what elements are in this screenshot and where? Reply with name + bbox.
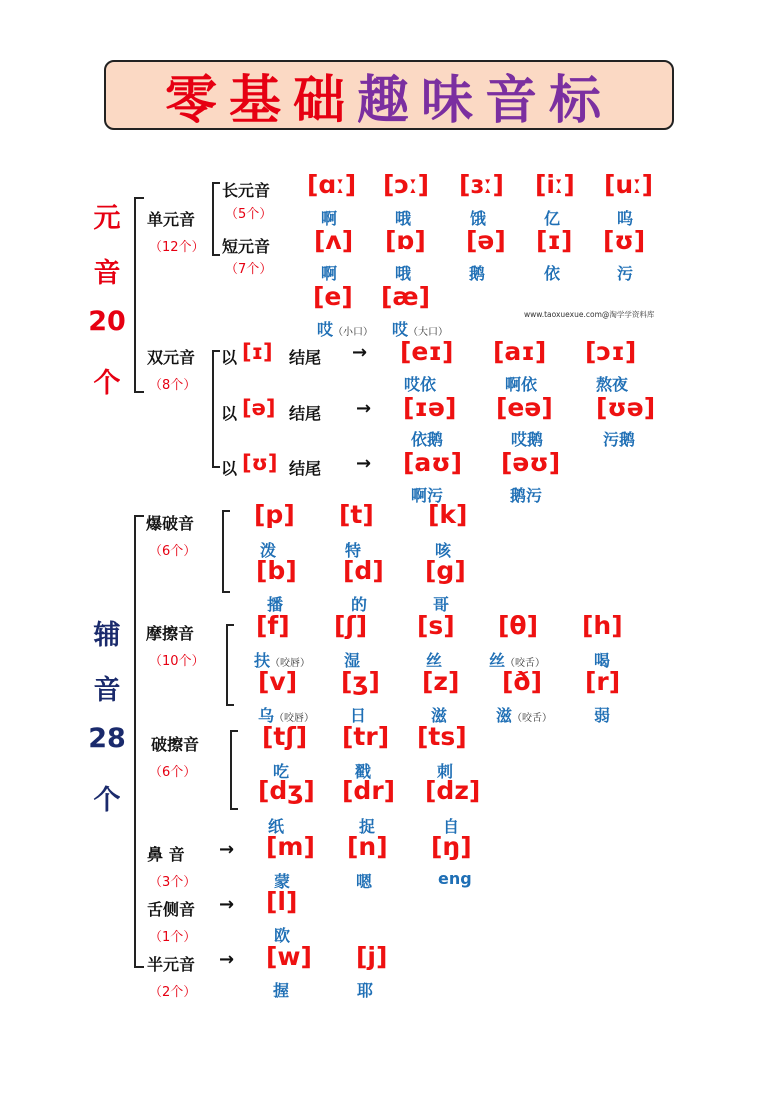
double-vowel-symbol: [aɪ] xyxy=(493,337,547,366)
consonant-label-2: 音 xyxy=(93,675,121,706)
long-vowel-hint: 饿 xyxy=(470,209,487,228)
nasal-label: 鼻 音 xyxy=(147,845,185,864)
nasal-hint: 嗯 xyxy=(356,872,373,891)
double-vowel-group-suffix: 结尾 xyxy=(289,459,322,478)
semivowel-hint: 耶 xyxy=(357,981,374,1000)
double-vowel-symbol: [ʊə] xyxy=(596,393,656,422)
double-vowel-symbol: [eɪ] xyxy=(400,337,454,366)
fricative-symbol: [θ] xyxy=(498,611,539,640)
short-vowel-hint: 啊 xyxy=(321,264,338,283)
hint-char: 哎 xyxy=(317,320,334,339)
double-vowel-symbol: [eə] xyxy=(496,393,553,422)
plosive-hint: 泼 xyxy=(260,541,277,560)
plosive-symbol: [k] xyxy=(428,500,468,529)
affricate-hint: 戳 xyxy=(355,762,372,781)
hint-note: （咬舌） xyxy=(512,713,553,724)
arrow-icon: → xyxy=(219,839,235,860)
short-vowel-hint: 鹅 xyxy=(469,264,486,283)
fricative-symbol: [v] xyxy=(258,667,298,696)
double-vowel-group-prefix: 以 xyxy=(221,459,238,478)
short-vowel-label: 短元音 xyxy=(222,237,271,256)
vowel-bracket-line xyxy=(134,197,136,393)
double-vowel-group-ending: [ʊ] xyxy=(242,451,278,475)
affricate-hint: 捉 xyxy=(359,817,376,836)
double-vowel-hint: 哎依 xyxy=(404,375,437,394)
long-vowel-hint: 呜 xyxy=(617,209,634,228)
short-vowel-hint xyxy=(317,317,373,340)
plosive-bracket-bottom xyxy=(222,591,230,593)
single-vowel-count: （12个） xyxy=(149,240,205,255)
consonant-bracket-top xyxy=(134,515,144,517)
nasal-hint: 蒙 xyxy=(274,872,291,891)
long-vowel-symbol: [ɔː] xyxy=(383,170,430,199)
nasal-symbol: [n] xyxy=(347,832,388,861)
vowel-label-3: 20 xyxy=(88,306,126,337)
short-vowel-hint: 污 xyxy=(617,264,634,283)
fricative-hint: 湿 xyxy=(344,651,361,670)
long-vowel-hint: 哦 xyxy=(395,209,412,228)
double-vowel-group-ending: [ɪ] xyxy=(242,340,273,364)
fricative-symbol: [r] xyxy=(585,667,621,696)
short-vowel-symbol: [ʊ] xyxy=(603,226,646,255)
fricative-bracket-bottom xyxy=(226,704,234,706)
long-vowel-symbol: [ɜː] xyxy=(459,170,504,199)
fricative-symbol: [h] xyxy=(582,611,623,640)
hint-note: （咬唇） xyxy=(274,713,315,724)
fricative-hint xyxy=(496,703,552,726)
plosive-hint: 的 xyxy=(351,595,368,614)
semivowel-symbol: [j] xyxy=(356,942,388,971)
affricate-hint: 刺 xyxy=(437,762,454,781)
double-vowel-symbol: [aʊ] xyxy=(403,448,463,477)
semivowel-count: （2个） xyxy=(149,985,197,1000)
fricative-symbol: [ð] xyxy=(502,667,543,696)
hint-char: 滋 xyxy=(496,706,513,725)
consonant-label-4: 个 xyxy=(93,785,121,816)
short-vowel-symbol: [ə] xyxy=(466,226,506,255)
title-part-purple: 趣味音标 xyxy=(357,70,614,131)
arrow-icon: → xyxy=(356,398,372,419)
consonant-bracket-line xyxy=(134,515,136,968)
semivowel-symbol: [w] xyxy=(266,942,312,971)
single-vowel-label: 单元音 xyxy=(147,210,196,229)
hint-note: （大口） xyxy=(408,327,449,338)
hint-note: （小口） xyxy=(333,327,374,338)
plosive-label: 爆破音 xyxy=(146,514,195,533)
short-vowel-symbol: [æ] xyxy=(381,282,431,311)
vowel-bracket-top xyxy=(134,197,144,199)
fricative-symbol: [s] xyxy=(417,611,455,640)
plosive-hint: 哥 xyxy=(433,595,450,614)
hint-char: 丝 xyxy=(489,651,506,670)
long-vowel-symbol: [iː] xyxy=(535,170,575,199)
double-vowel-count: （8个） xyxy=(149,378,197,393)
arrow-icon: → xyxy=(219,949,235,970)
fricative-label: 摩擦音 xyxy=(146,624,195,643)
double-vowel-bracket-bottom xyxy=(212,466,220,468)
short-vowel-symbol: [ɒ] xyxy=(385,226,426,255)
consonant-label-3: 28 xyxy=(88,723,126,754)
short-vowel-hint: 哦 xyxy=(395,264,412,283)
fricative-symbol: [z] xyxy=(422,667,460,696)
hint-char: 哎 xyxy=(392,320,409,339)
fricative-bracket xyxy=(226,624,228,706)
plosive-bracket xyxy=(222,510,224,593)
hint-char: 乌 xyxy=(258,706,275,725)
plosive-symbol: [g] xyxy=(425,556,466,585)
long-vowel-symbol: [uː] xyxy=(604,170,654,199)
double-vowel-bracket-top xyxy=(212,350,220,352)
plosive-hint: 特 xyxy=(345,541,362,560)
double-vowel-group-suffix: 结尾 xyxy=(289,348,322,367)
double-vowel-bracket xyxy=(212,350,214,468)
affricate-symbol: [dr] xyxy=(342,776,396,805)
plosive-symbol: [t] xyxy=(339,500,374,529)
consonant-label-1: 辅 xyxy=(93,620,121,651)
vowel-label-1: 元 xyxy=(93,203,121,234)
short-vowel-symbol: [ʌ] xyxy=(314,226,354,255)
fricative-hint: 喝 xyxy=(594,651,611,670)
lateral-symbol: [l] xyxy=(266,887,298,916)
hint-note: （咬舌） xyxy=(505,658,546,669)
double-vowel-hint: 啊污 xyxy=(411,486,444,505)
affricate-symbol: [tʃ] xyxy=(262,722,308,751)
single-vowel-bracket-top xyxy=(212,182,220,184)
plosive-symbol: [p] xyxy=(254,500,295,529)
fricative-symbol: [f] xyxy=(256,611,290,640)
long-vowel-label: 长元音 xyxy=(222,181,271,200)
affricate-bracket-top xyxy=(230,730,238,732)
nasal-count: （3个） xyxy=(149,875,197,890)
vowel-label-4: 个 xyxy=(93,368,121,399)
long-vowel-hint: 亿 xyxy=(544,209,561,228)
semivowel-label: 半元音 xyxy=(147,955,196,974)
vowel-bracket-bottom xyxy=(134,391,144,393)
affricate-hint: 吃 xyxy=(273,762,290,781)
short-vowel-count: （7个） xyxy=(225,262,273,277)
affricate-count: （6个） xyxy=(149,765,197,780)
hint-char: 扶 xyxy=(254,651,271,670)
double-vowel-group-prefix: 以 xyxy=(221,404,238,423)
affricate-symbol: [dz] xyxy=(425,776,481,805)
page-title xyxy=(106,62,672,131)
short-vowel-symbol: [ɪ] xyxy=(536,226,573,255)
double-vowel-symbol: [əʊ] xyxy=(501,448,561,477)
title-part-red: 零基础 xyxy=(164,70,357,131)
watermark: www.taoxuexue.com@淘学学资料库 xyxy=(524,310,655,319)
double-vowel-hint: 依鹅 xyxy=(411,430,444,449)
fricative-bracket-top xyxy=(226,624,234,626)
long-vowel-symbol: [ɑː] xyxy=(307,170,357,199)
plosive-count: （6个） xyxy=(149,544,197,559)
title-banner xyxy=(104,60,674,130)
lateral-label: 舌侧音 xyxy=(147,900,196,919)
double-vowel-hint: 污鹅 xyxy=(603,430,636,449)
affricate-hint: 纸 xyxy=(268,817,285,836)
short-vowel-hint: 依 xyxy=(544,264,561,283)
lateral-count: （1个） xyxy=(149,930,197,945)
hint-note: （咬唇） xyxy=(270,658,311,669)
long-vowel-hint: 啊 xyxy=(321,209,338,228)
double-vowel-group-ending: [ə] xyxy=(242,396,276,420)
fricative-hint: 丝 xyxy=(426,651,443,670)
double-vowel-hint: 哎鹅 xyxy=(511,430,544,449)
affricate-hint: 自 xyxy=(443,817,460,836)
nasal-symbol: [ŋ] xyxy=(431,832,472,861)
fricative-hint: 弱 xyxy=(594,706,611,725)
fricative-count: （10个） xyxy=(149,654,205,669)
long-vowel-count: （5个） xyxy=(225,207,273,222)
vowel-label-2: 音 xyxy=(93,258,121,289)
double-vowel-label: 双元音 xyxy=(147,348,196,367)
fricative-hint: 滋 xyxy=(431,706,448,725)
affricate-bracket xyxy=(230,730,232,810)
arrow-icon: → xyxy=(352,342,368,363)
affricate-label: 破擦音 xyxy=(151,735,200,754)
affricate-symbol: [tr] xyxy=(342,722,390,751)
plosive-hint: 咳 xyxy=(435,541,452,560)
plosive-symbol: [d] xyxy=(343,556,384,585)
nasal-hint: eng xyxy=(438,869,472,888)
single-vowel-bracket-bottom xyxy=(212,254,220,256)
short-vowel-symbol: [e] xyxy=(313,282,353,311)
fricative-hint: 日 xyxy=(350,706,367,725)
arrow-icon: → xyxy=(356,453,372,474)
fricative-symbol: [ʃ] xyxy=(334,611,368,640)
double-vowel-group-suffix: 结尾 xyxy=(289,404,322,423)
single-vowel-bracket xyxy=(212,182,214,256)
nasal-symbol: [m] xyxy=(266,832,315,861)
double-vowel-symbol: [ɔɪ] xyxy=(585,337,637,366)
plosive-bracket-top xyxy=(222,510,230,512)
semivowel-hint: 握 xyxy=(273,981,290,1000)
plosive-hint: 播 xyxy=(267,595,284,614)
double-vowel-hint: 鹅污 xyxy=(510,486,543,505)
affricate-bracket-bottom xyxy=(230,808,238,810)
double-vowel-group-prefix: 以 xyxy=(221,348,238,367)
plosive-symbol: [b] xyxy=(256,556,297,585)
arrow-icon: → xyxy=(219,894,235,915)
consonant-bracket-bottom xyxy=(134,966,144,968)
affricate-symbol: [ts] xyxy=(417,722,467,751)
double-vowel-hint: 啊依 xyxy=(505,375,538,394)
affricate-symbol: [dʒ] xyxy=(258,776,315,805)
double-vowel-hint: 熬夜 xyxy=(596,375,629,394)
lateral-hint: 欧 xyxy=(274,926,291,945)
double-vowel-symbol: [ɪə] xyxy=(403,393,457,422)
fricative-symbol: [ʒ] xyxy=(341,667,380,696)
